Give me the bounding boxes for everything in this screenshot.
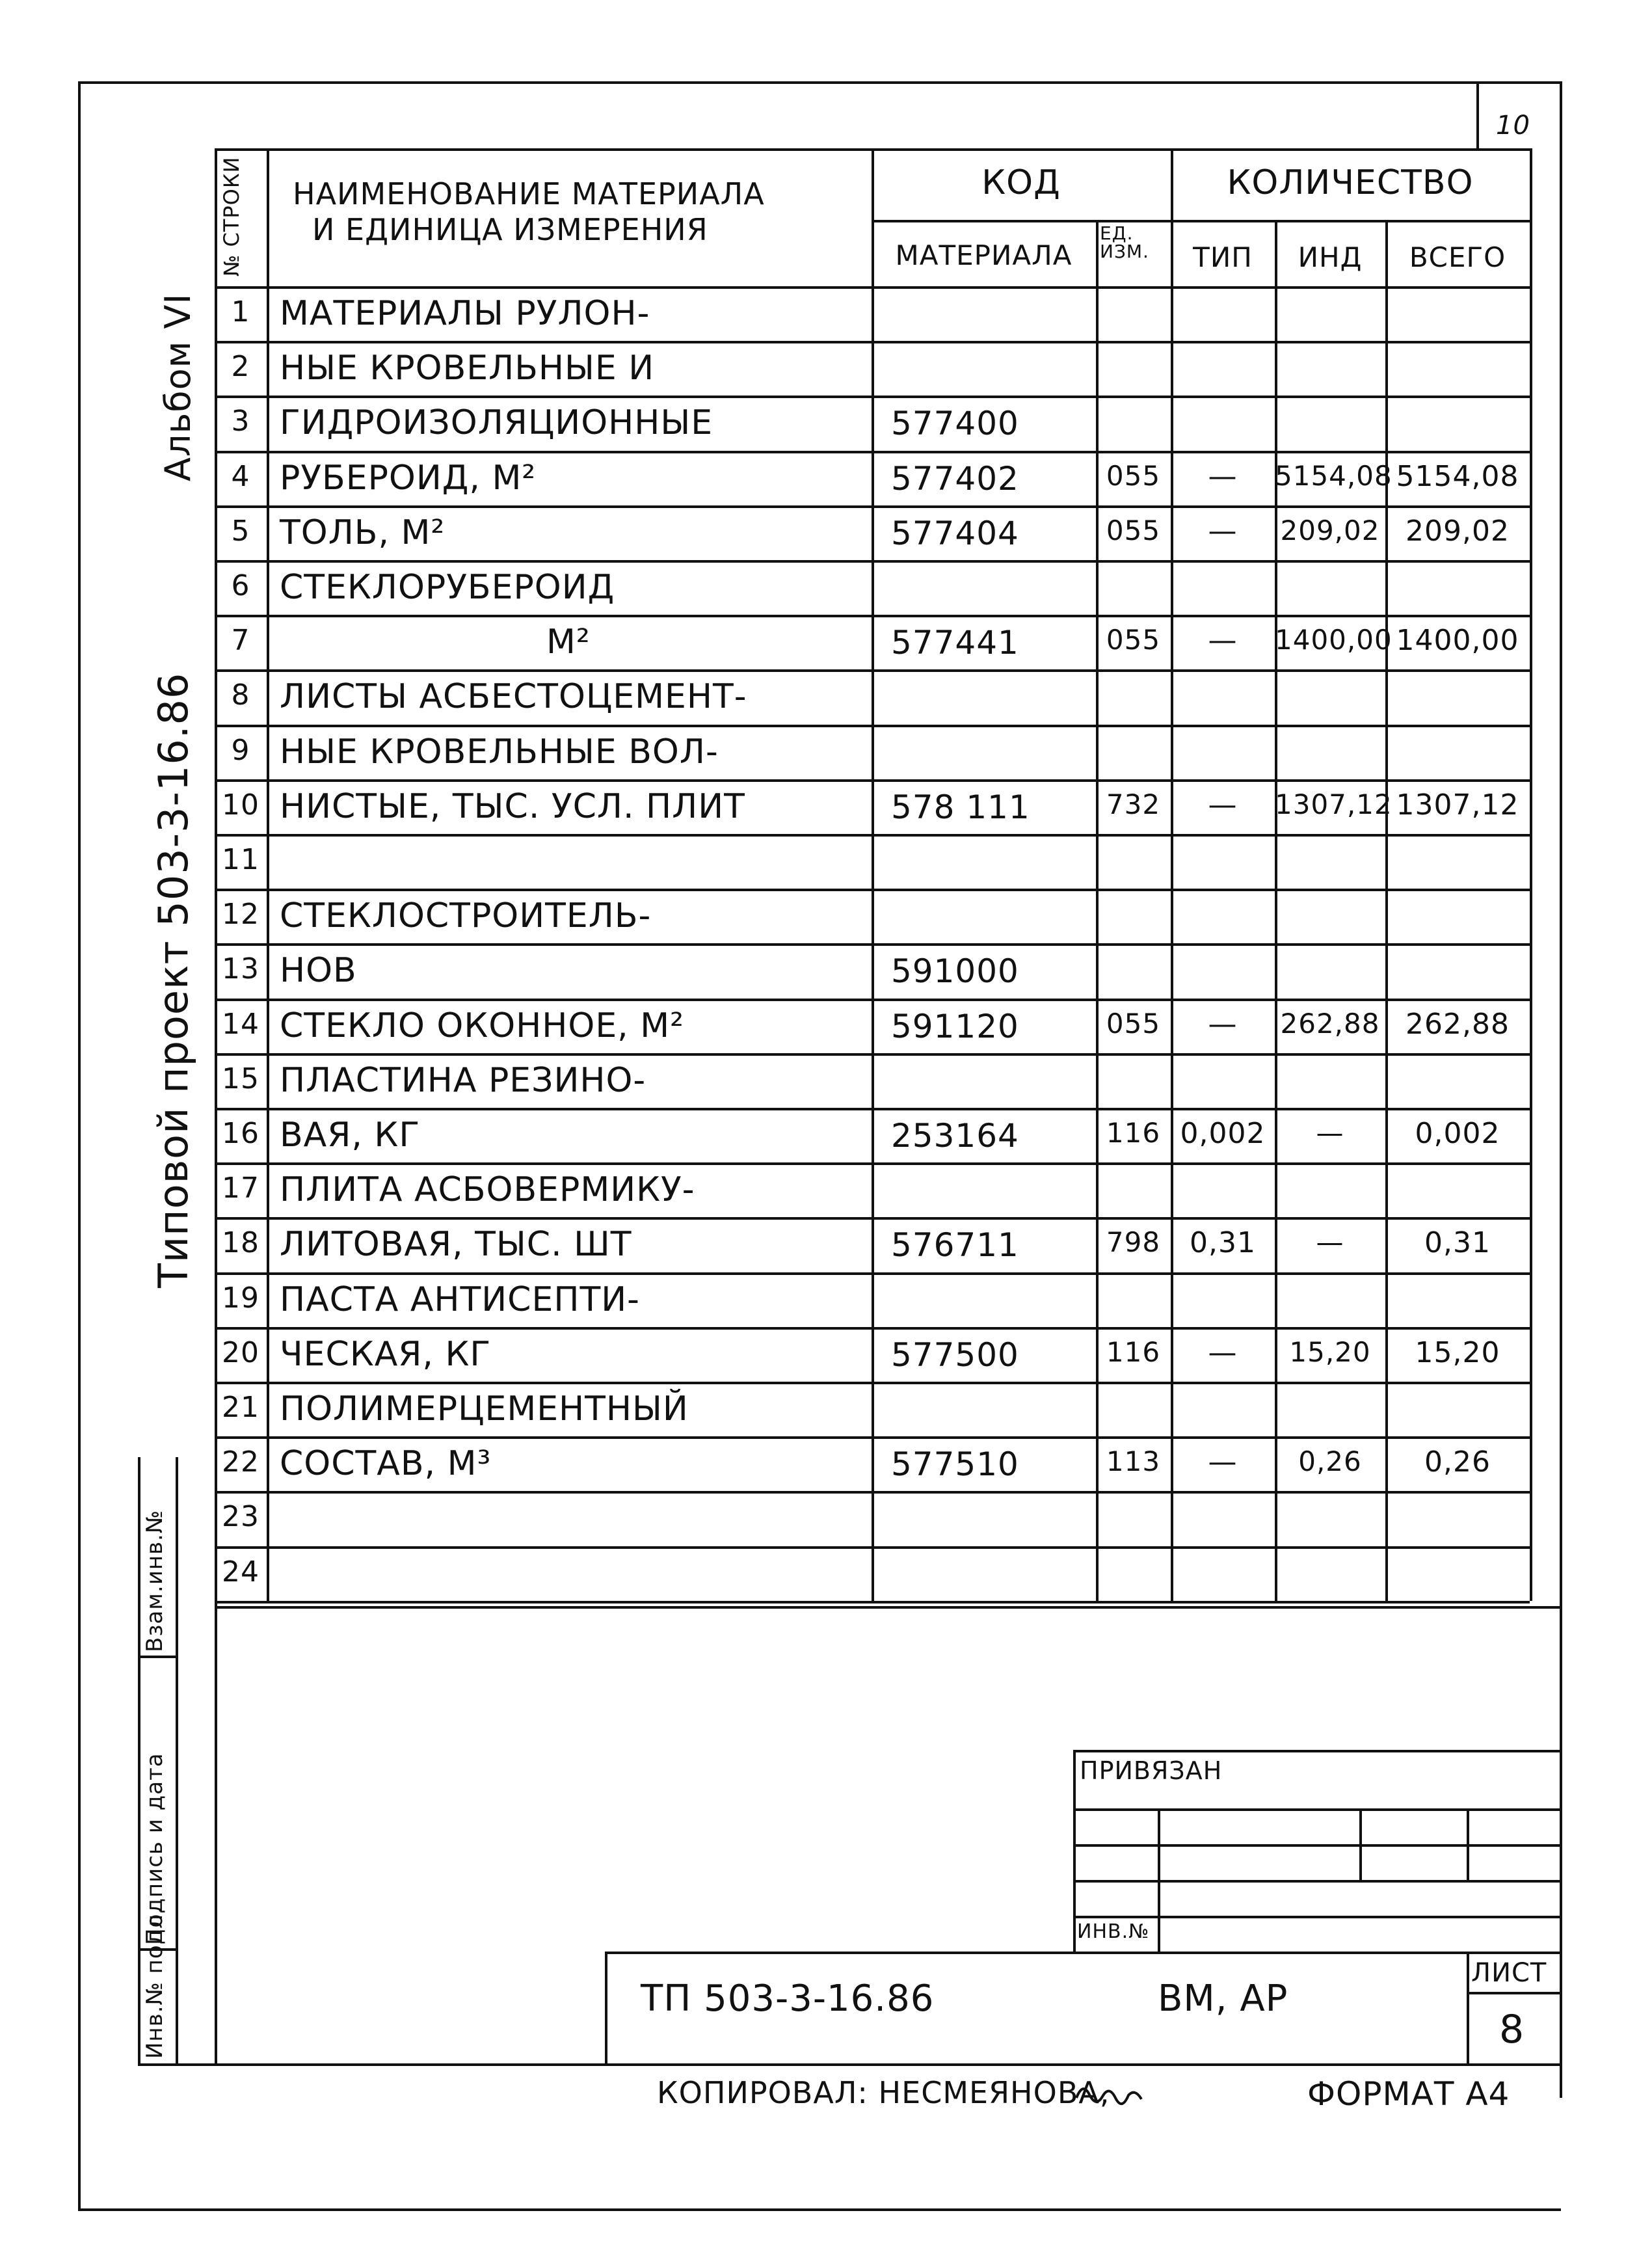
header-code-material: МАТЕРИАЛА	[895, 239, 1072, 271]
stamp-col-c	[1467, 1808, 1469, 1880]
row-ind: 15,20	[1289, 1335, 1371, 1368]
row-line	[215, 1108, 1530, 1110]
row-code: 576711	[891, 1226, 1019, 1265]
stamp-top-line	[1073, 1750, 1561, 1752]
row-ind: 5154,08	[1275, 459, 1392, 492]
title-top-line	[605, 1952, 1561, 1954]
header-q-type: ТИП	[1193, 241, 1253, 273]
row-line	[215, 725, 1530, 727]
row-name: СТЕКЛОСТРОИТЕЛЬ-	[280, 896, 652, 936]
strip-bottom-line	[138, 2063, 222, 2066]
footer-copied: КОПИРОВАЛ: НЕСМЕЯНОВА,	[657, 2075, 1110, 2110]
frame-bottom-line	[78, 2208, 1561, 2211]
table-bottom-border	[215, 1601, 1530, 1603]
row-unit: 055	[1106, 624, 1161, 656]
row-name: СТЕКЛОРУБЕРОИД	[280, 568, 615, 607]
row-number: 4	[231, 459, 250, 493]
title-bottom-line	[221, 2063, 1561, 2066]
side-label-album: Альбом VI	[157, 293, 198, 481]
row-code: 577441	[891, 624, 1019, 662]
row-type: —	[1208, 788, 1238, 822]
row-total: 1307,12	[1396, 788, 1519, 822]
row-name: ПЛАСТИНА РЕЗИНО-	[280, 1060, 646, 1100]
row-number: 8	[231, 678, 250, 712]
row-number: 5	[231, 514, 250, 548]
row-ind: 0,26	[1298, 1445, 1362, 1478]
header-code: КОД	[981, 163, 1061, 202]
stamp-line-a	[1073, 1808, 1561, 1811]
row-total: 0,002	[1415, 1117, 1500, 1150]
row-ind: 1400,00	[1275, 624, 1392, 656]
table-right-border	[1530, 148, 1532, 1601]
row-unit: 055	[1106, 1007, 1161, 1040]
row-number: 1	[231, 295, 250, 329]
row-name: М²	[546, 623, 591, 662]
row-name: НЫЕ КРОВЕЛЬНЫЕ И	[280, 349, 655, 388]
row-number: 14	[222, 1007, 260, 1041]
footer-format: ФОРМАТ А4	[1307, 2075, 1510, 2113]
table-under-line	[215, 1606, 1561, 1609]
strip-sep-2	[138, 1948, 177, 1951]
row-code: 577510	[891, 1445, 1019, 1484]
row-code: 577404	[891, 514, 1019, 552]
header-q-ind: ИНД	[1298, 241, 1363, 273]
row-line	[215, 1272, 1530, 1275]
row-line	[215, 341, 1530, 343]
row-unit: 116	[1106, 1117, 1161, 1149]
row-unit: 113	[1106, 1445, 1161, 1478]
header-row-no: № СТРОКИ	[219, 156, 244, 276]
strip-left-line	[138, 1457, 140, 2065]
side-label-project: Типовой проект 503-3-16.86	[150, 672, 197, 1288]
row-number: 2	[231, 350, 250, 384]
row-name: НЫЕ КРОВЕЛЬНЫЕ ВОЛ-	[280, 732, 719, 771]
row-number: 17	[222, 1172, 260, 1205]
row-ind: 1307,12	[1275, 788, 1392, 820]
row-type: 0,002	[1180, 1117, 1266, 1150]
row-number: 24	[222, 1555, 260, 1589]
row-number: 12	[222, 898, 260, 932]
stamp-inv-no: ИНВ.№	[1077, 1920, 1150, 1943]
strip-label-inv-vzam: Взам.инв.№	[142, 1509, 168, 1652]
header-name-line2: И ЕДИНИЦА ИЗМЕРЕНИЯ	[312, 212, 708, 247]
col-line-unit	[1096, 220, 1099, 1601]
row-line	[215, 615, 1530, 617]
row-line	[215, 1491, 1530, 1494]
sheet-label: ЛИСТ	[1471, 1958, 1547, 1988]
row-number: 21	[222, 1391, 260, 1424]
row-number: 11	[222, 843, 260, 876]
header-unit: ЕД. ИЗМ.	[1100, 222, 1149, 262]
row-line	[215, 451, 1530, 453]
row-name: ПОЛИМЕРЦЕМЕНТНЫЙ	[280, 1389, 689, 1429]
row-line	[215, 889, 1530, 891]
col-line-ind	[1275, 220, 1277, 1601]
row-line	[215, 1436, 1530, 1439]
header-bottom-line	[215, 286, 1530, 289]
row-name: ТОЛЬ, М²	[280, 513, 446, 552]
row-line	[215, 1053, 1530, 1056]
row-total: 209,02	[1406, 514, 1510, 548]
row-type: —	[1208, 1335, 1238, 1369]
row-line	[215, 560, 1530, 563]
stamp-privyazan: ПРИВЯЗАН	[1080, 1756, 1223, 1785]
row-unit: 055	[1106, 514, 1161, 546]
row-total: 0,31	[1424, 1226, 1491, 1260]
row-name: МАТЕРИАЛЫ РУЛОН-	[280, 294, 650, 333]
row-code: 577500	[891, 1335, 1019, 1374]
header-name-line1: НАИМЕНОВАНИЕ МАТЕРИАЛА	[293, 176, 765, 211]
row-type: —	[1208, 1445, 1238, 1479]
row-type: —	[1208, 624, 1238, 658]
row-name: ЧЕСКАЯ, КГ	[280, 1334, 492, 1374]
stamp-line-d	[1073, 1916, 1561, 1918]
header-quantity: КОЛИЧЕСТВО	[1227, 163, 1474, 202]
stamp-line-c	[1073, 1880, 1561, 1883]
row-total: 15,20	[1415, 1335, 1500, 1369]
row-number: 16	[222, 1117, 260, 1150]
row-unit: 798	[1106, 1226, 1161, 1259]
row-code: 577402	[891, 459, 1019, 498]
row-line	[215, 1382, 1530, 1384]
row-unit: 732	[1106, 788, 1161, 820]
col-line-total	[1385, 220, 1388, 1601]
row-name: ПЛИТА АСБОВЕРМИКУ-	[280, 1170, 695, 1210]
row-number: 20	[222, 1335, 260, 1369]
row-total: 1400,00	[1396, 624, 1519, 658]
row-line	[215, 834, 1530, 837]
row-code: 577400	[891, 405, 1019, 443]
row-number: 3	[231, 405, 250, 438]
row-name: ВАЯ, КГ	[280, 1116, 421, 1155]
row-total: 5154,08	[1396, 459, 1519, 493]
row-number: 6	[231, 569, 250, 602]
stamp-line-b	[1073, 1844, 1561, 1847]
row-name: ГИДРОИЗОЛЯЦИОННЫЕ	[280, 403, 713, 443]
row-ind: 209,02	[1280, 514, 1380, 546]
row-type: —	[1208, 514, 1238, 548]
row-name: СТЕКЛО ОКОННОЕ, М²	[280, 1006, 684, 1045]
stamp-left-line	[1073, 1750, 1076, 1952]
lower-left-border	[215, 1601, 217, 2063]
row-number: 13	[222, 952, 260, 986]
row-name: НИСТЫЕ, ТЫС. УСЛ. ПЛИТ	[280, 786, 745, 826]
row-total: 0,26	[1424, 1445, 1491, 1479]
row-line	[215, 1327, 1530, 1330]
title-sheet-sep	[1467, 1992, 1561, 1994]
row-code: 578 111	[891, 788, 1030, 826]
title-left-line	[605, 1952, 607, 2063]
sheet-number: 8	[1499, 2007, 1525, 2052]
row-unit: 116	[1106, 1335, 1161, 1368]
header-q-total: ВСЕГО	[1409, 241, 1506, 273]
title-sheet-col	[1467, 1952, 1469, 2063]
row-line	[215, 669, 1530, 672]
header-mid-line	[872, 220, 1530, 222]
page-number: 10	[1496, 111, 1530, 141]
stamp-col-a	[1158, 1808, 1160, 1952]
row-type: —	[1208, 459, 1238, 493]
row-line	[215, 505, 1530, 508]
strip-sep-1	[138, 1656, 177, 1658]
strip-label-inv-podl: Инв.№ подл.	[142, 1906, 168, 2059]
row-ind: 262,88	[1280, 1007, 1380, 1040]
row-line	[215, 1217, 1530, 1220]
row-line	[215, 396, 1530, 398]
row-name: НОВ	[280, 951, 357, 991]
row-name: ЛИТОВАЯ, ТЫС. ШТ	[280, 1225, 632, 1265]
row-ind: —	[1316, 1117, 1344, 1149]
row-number: 7	[231, 624, 250, 658]
row-code: 253164	[891, 1117, 1019, 1155]
row-type: 0,31	[1190, 1226, 1256, 1260]
row-code: 591000	[891, 952, 1019, 991]
strip-col-line	[176, 1457, 178, 2065]
signature-scribble	[1073, 2078, 1145, 2111]
row-line	[215, 1162, 1530, 1165]
row-total: 262,88	[1406, 1007, 1510, 1041]
row-line	[215, 999, 1530, 1001]
row-line	[215, 779, 1530, 782]
strip-label-sign-date: Подпись и дата	[142, 1752, 168, 1945]
row-line	[215, 1546, 1530, 1549]
doc-code: ТП 503-3-16.86	[641, 1978, 935, 2020]
row-ind: —	[1316, 1226, 1344, 1259]
row-unit: 055	[1106, 459, 1161, 492]
row-name: РУБЕРОИД, М²	[280, 458, 537, 498]
row-number: 19	[222, 1281, 260, 1315]
row-number: 9	[231, 733, 250, 767]
row-name: СОСТАВ, М³	[280, 1444, 492, 1484]
row-code: 591120	[891, 1007, 1019, 1045]
row-number: 18	[222, 1226, 260, 1260]
row-number: 22	[222, 1445, 260, 1479]
row-type: —	[1208, 1007, 1238, 1041]
stamp-col-b	[1359, 1808, 1362, 1880]
row-number: 23	[222, 1500, 260, 1534]
row-number: 10	[222, 788, 260, 822]
doc-section: ВМ, АР	[1158, 1978, 1288, 2020]
row-number: 15	[222, 1062, 260, 1095]
row-name: ПАСТА АНТИСЕПТИ-	[280, 1280, 640, 1319]
row-name: ЛИСТЫ АСБЕСТОЦЕМЕНТ-	[280, 677, 747, 717]
row-line	[215, 943, 1530, 946]
